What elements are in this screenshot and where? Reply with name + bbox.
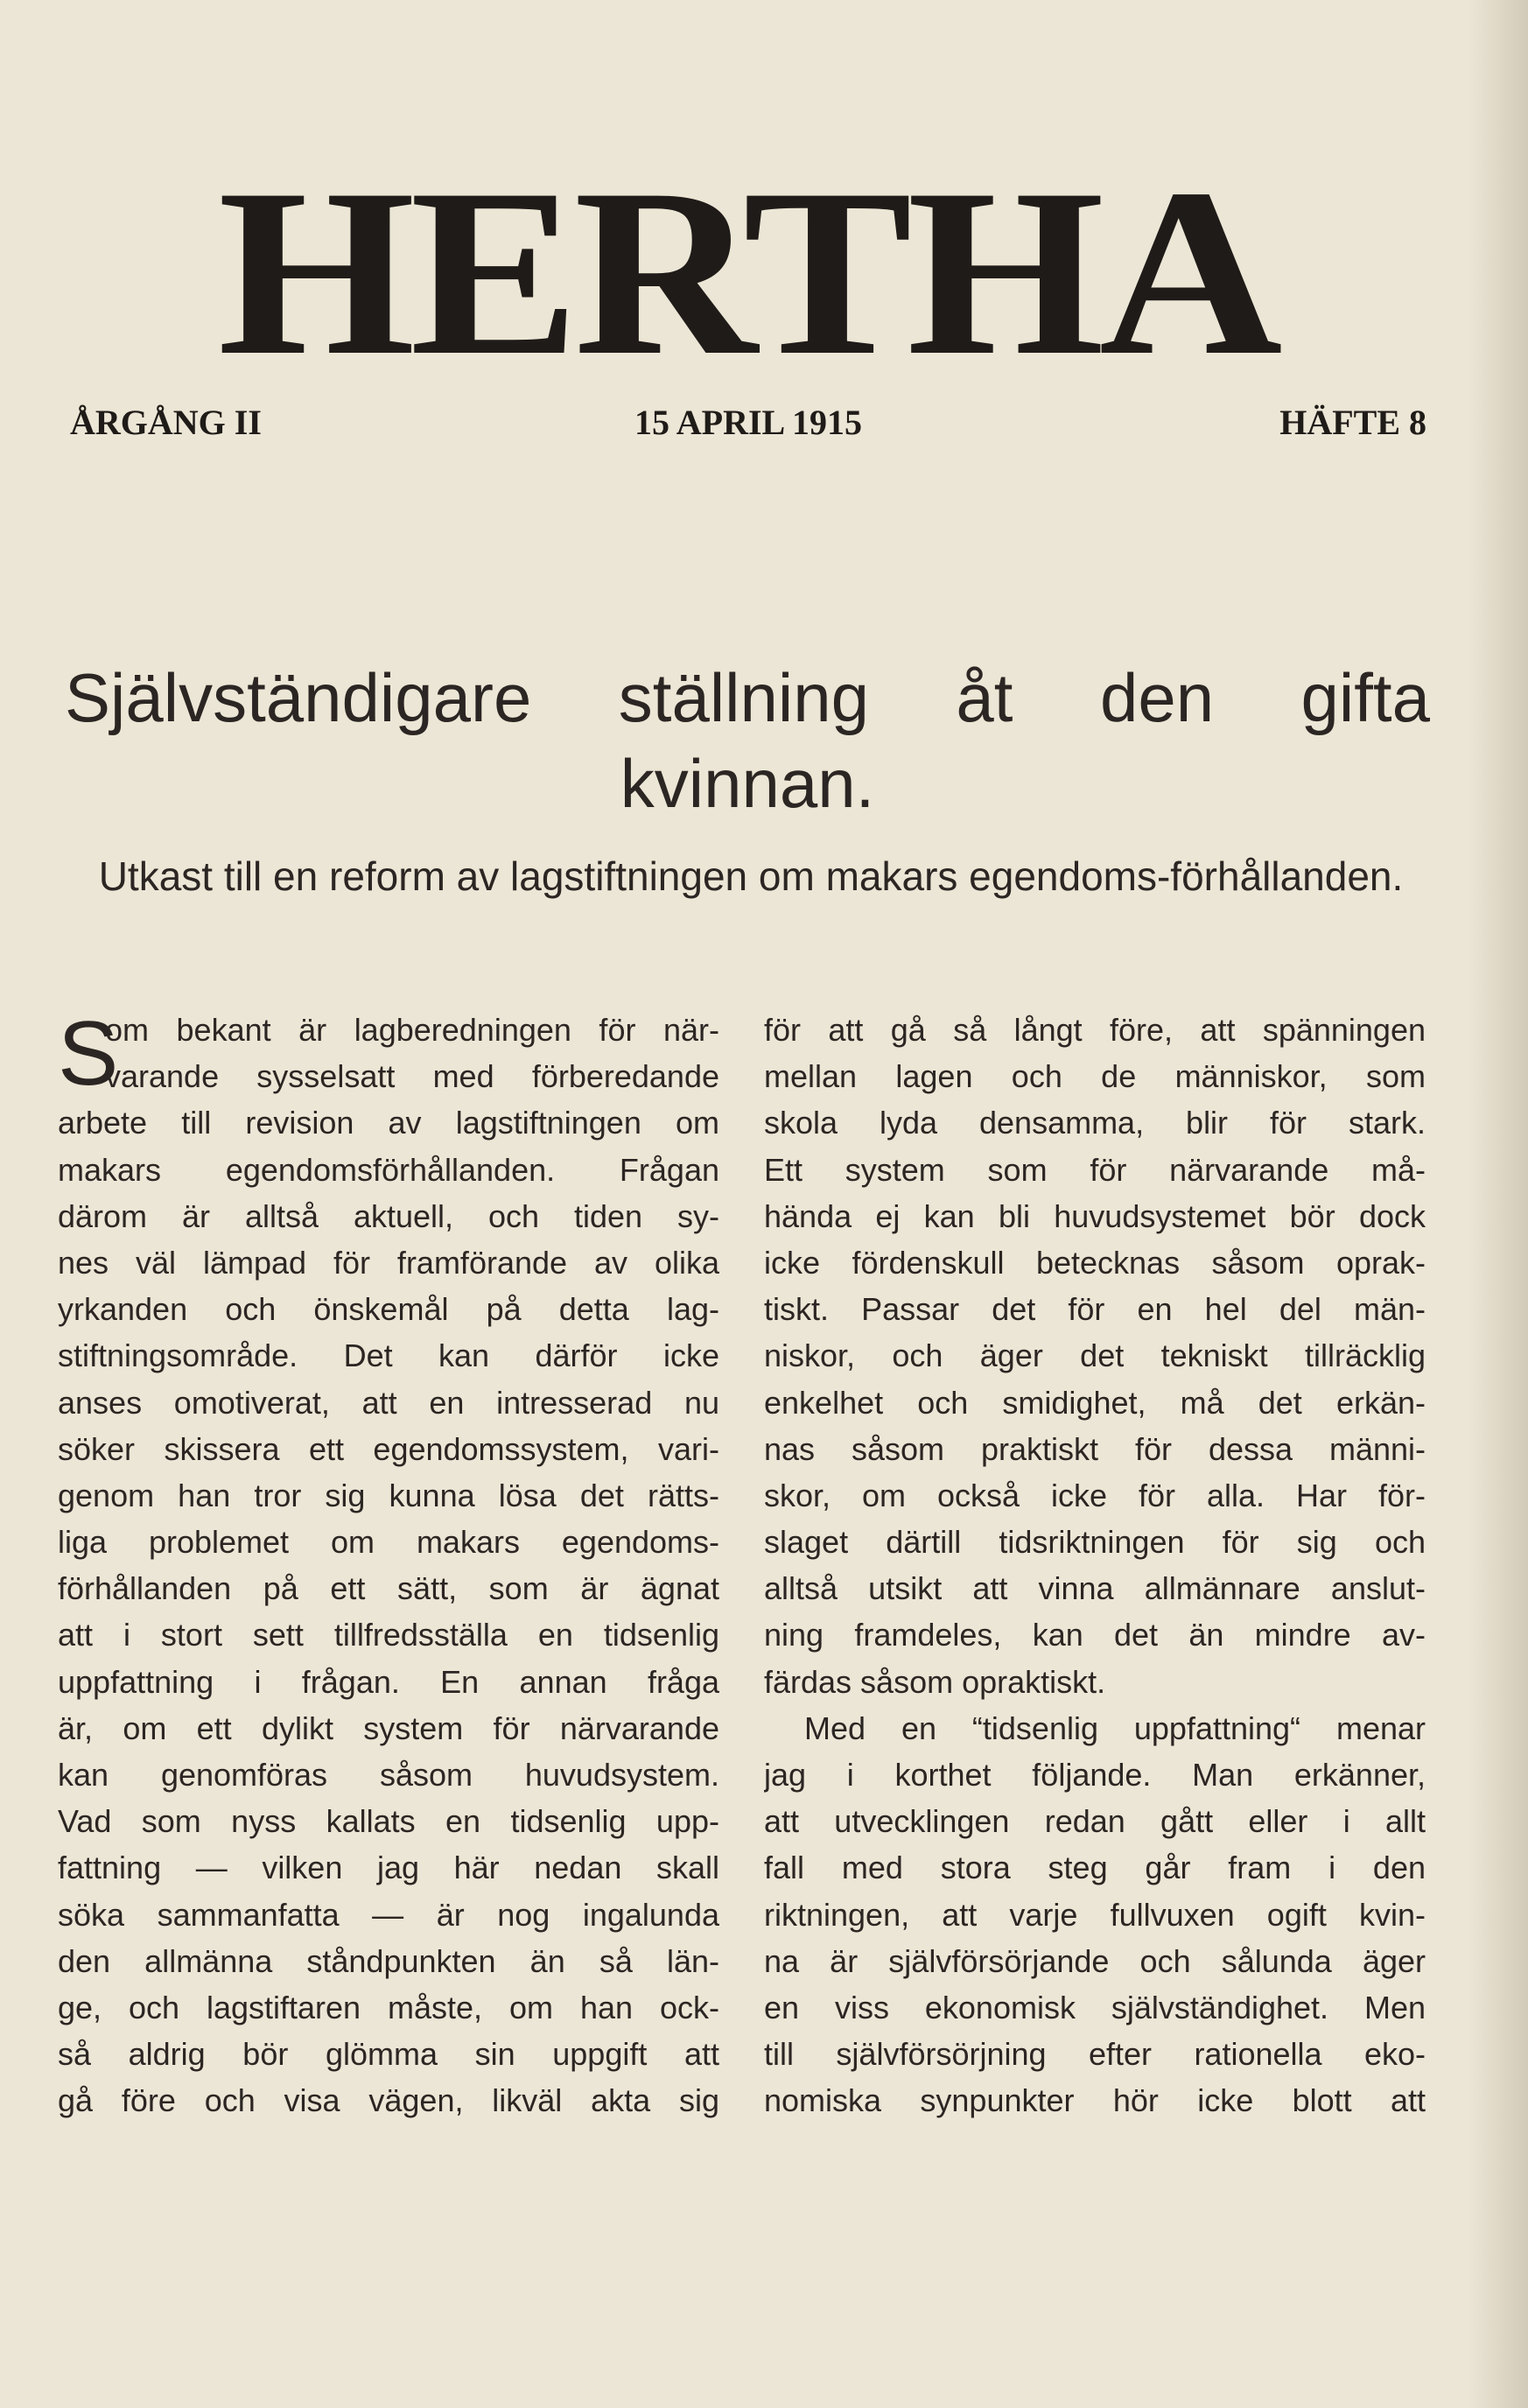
text-line: varande sysselsatt med förberedande bbox=[105, 1058, 719, 1095]
text-line: att utvecklingen redan gått eller i allt bbox=[764, 1803, 1426, 1840]
drop-cap: S bbox=[58, 1003, 119, 1105]
text-line: uppfattning i frågan. En annan fråga bbox=[58, 1663, 719, 1700]
text-line: alltså utsikt att vinna allmännare anslut- bbox=[764, 1570, 1426, 1607]
text-line: fattning — vilken jag här nedan skall bbox=[58, 1850, 719, 1886]
text-line: skor, om också icke för alla. Har för- bbox=[764, 1477, 1426, 1513]
left-column bbox=[58, 1003, 719, 2124]
text-line: riktningen, att varje fullvuxen ogift kvin- bbox=[764, 1896, 1426, 1933]
text-line: skola lyda densamma, blir för stark. bbox=[764, 1105, 1426, 1141]
text-line: makars egendomsförhållanden. Frågan bbox=[58, 1151, 719, 1188]
masthead-title: HERTHA bbox=[217, 172, 1278, 375]
issue-number: HÄFTE 8 bbox=[1279, 403, 1426, 442]
text-line: yrkanden och önskemål på detta lag- bbox=[58, 1291, 719, 1328]
text-line: är, om ett dylikt system för närvarande bbox=[58, 1709, 719, 1746]
text-line: liga problemet om makars egendoms- bbox=[58, 1524, 719, 1561]
text-line: färdas såsom opraktiskt. bbox=[764, 1663, 1106, 1700]
text-line: stiftningsområde. Det kan därför icke bbox=[58, 1337, 719, 1374]
text-line: en viss ekonomisk självständighet. Men bbox=[764, 1989, 1426, 2025]
text-line: genom han tror sig kunna lösa det rätts- bbox=[58, 1477, 719, 1513]
text-line: nas såsom praktiskt för dessa männi- bbox=[764, 1430, 1426, 1467]
text-line: Ett system som för närvarande må- bbox=[764, 1151, 1426, 1188]
article-subtitle: Utkast till en reform av lagstiftningen om makars egendoms-förhållanden. bbox=[98, 853, 1404, 899]
text-line: hända ej kan bli huvudsystemet bör dock bbox=[764, 1197, 1426, 1234]
text-line: nomiska synpunkter hör icke blott att bbox=[764, 2082, 1426, 2119]
text-line: Med en “tidsenlig uppfattning“ menar bbox=[804, 1709, 1426, 1746]
text-line: tiskt. Passar det för en hel del män- bbox=[764, 1291, 1426, 1328]
text-line: enkelhet och smidighet, må det erkän- bbox=[764, 1384, 1426, 1421]
text-line: söker skissera ett egendomssystem, vari- bbox=[58, 1430, 719, 1467]
text-line: icke fördenskull betecknas såsom oprak- bbox=[764, 1244, 1426, 1281]
text-line: fall med stora steg går fram i den bbox=[764, 1850, 1426, 1886]
text-line: om bekant är lagberedningen för när- bbox=[105, 1012, 719, 1048]
text-line: niskor, och äger det tekniskt tillräcklig bbox=[764, 1337, 1426, 1374]
text-line: till självförsörjning efter rationella eko- bbox=[764, 2036, 1426, 2073]
volume-year: ÅRGÅNG II bbox=[70, 403, 262, 442]
article-title: Självständigare ställning åt den gifta kvinnan. bbox=[65, 659, 1430, 822]
issue-line bbox=[70, 401, 1426, 445]
issue-date: 15 APRIL 1915 bbox=[634, 403, 863, 442]
right-column bbox=[764, 1007, 1426, 2124]
text-line: därom är alltså aktuell, och tiden sy- bbox=[58, 1197, 719, 1234]
text-line: för att gå så långt före, att spänningen bbox=[764, 1012, 1426, 1048]
text-line: slaget därtill tidsriktningen för sig och bbox=[764, 1524, 1426, 1561]
text-line: mellan lagen och de människor, som bbox=[764, 1058, 1426, 1095]
text-line: ge, och lagstiftaren måste, om han ock- bbox=[58, 1989, 719, 2025]
text-line: den allmänna ståndpunkten än så län- bbox=[58, 1942, 719, 1979]
text-line: gå före och visa vägen, likväl akta sig bbox=[58, 2082, 719, 2119]
text-line: förhållanden på ett sätt, som är ägnat bbox=[58, 1570, 719, 1607]
text-line: kan genomföras såsom huvudsystem. bbox=[58, 1757, 719, 1793]
text-line: na är självförsörjande och sålunda äger bbox=[764, 1942, 1426, 1979]
text-line: jag i korthet följande. Man erkänner, bbox=[764, 1757, 1426, 1793]
text-line: arbete till revision av lagstiftningen om bbox=[58, 1105, 719, 1141]
text-line: anses omotiverat, att en intresserad nu bbox=[58, 1384, 719, 1421]
page-edge-shadow bbox=[1467, 0, 1528, 2408]
text-line: Vad som nyss kallats en tidsenlig upp- bbox=[58, 1803, 719, 1840]
text-line: att i stort sett tillfredsställa en tidsenlig bbox=[58, 1617, 719, 1653]
text-line: nes väl lämpad för framförande av olika bbox=[58, 1244, 719, 1281]
text-line: så aldrig bör glömma sin uppgift att bbox=[58, 2036, 719, 2073]
text-line: söka sammanfatta — är nog ingalunda bbox=[58, 1896, 719, 1933]
text-line: ning framdeles, kan det än mindre av- bbox=[764, 1617, 1426, 1653]
